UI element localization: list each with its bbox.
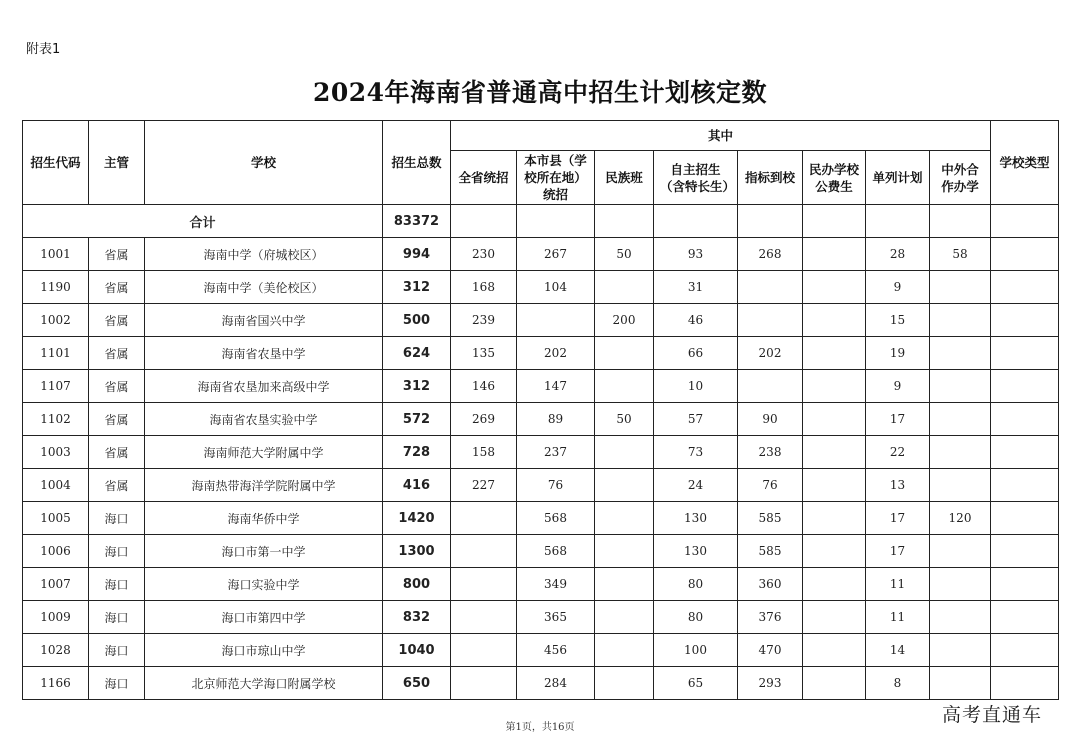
cell-independent: 130 (654, 535, 738, 568)
cell-school-type (991, 436, 1059, 469)
cell-school-type (991, 502, 1059, 535)
cell-separate-plan: 17 (866, 403, 930, 436)
cell-sino-foreign (930, 535, 991, 568)
cell-separate-plan: 17 (866, 502, 930, 535)
table-row (23, 337, 1059, 370)
cell-total: 994 (383, 238, 451, 271)
cell-authority: 海口 (89, 568, 145, 601)
cell-sino-foreign (930, 469, 991, 502)
cell-independent: 57 (654, 403, 738, 436)
cell-private-public-funded (803, 568, 866, 601)
cell-province-unified (451, 535, 517, 568)
cell-local-unified: 202 (517, 337, 595, 370)
cell-school-type (991, 337, 1059, 370)
cell-quota-to-school: 585 (738, 535, 803, 568)
cell-ethnic-class (595, 469, 654, 502)
cell-sino-foreign: 120 (930, 502, 991, 535)
cell-total: 416 (383, 469, 451, 502)
cell-province-unified: 239 (451, 304, 517, 337)
cell-total: 1420 (383, 502, 451, 535)
cell-local-unified: 568 (517, 502, 595, 535)
cell-quota-to-school (738, 271, 803, 304)
cell-ethnic-class: 200 (595, 304, 654, 337)
cell-quota-to-school: 202 (738, 337, 803, 370)
summary-cell (930, 205, 991, 238)
table-row (23, 370, 1059, 403)
cell-independent: 73 (654, 436, 738, 469)
cell-local-unified: 237 (517, 436, 595, 469)
cell-total: 572 (383, 403, 451, 436)
cell-school: 海南热带海洋学院附属中学 (145, 469, 383, 502)
cell-private-public-funded (803, 370, 866, 403)
summary-cell (738, 205, 803, 238)
cell-total: 728 (383, 436, 451, 469)
cell-private-public-funded (803, 667, 866, 700)
cell-authority: 海口 (89, 502, 145, 535)
cell-separate-plan: 28 (866, 238, 930, 271)
cell-ethnic-class (595, 535, 654, 568)
cell-quota-to-school: 360 (738, 568, 803, 601)
cell-authority: 省属 (89, 304, 145, 337)
cell-separate-plan: 9 (866, 370, 930, 403)
table-row (23, 403, 1059, 436)
cell-private-public-funded (803, 337, 866, 370)
cell-province-unified: 146 (451, 370, 517, 403)
cell-independent: 10 (654, 370, 738, 403)
cell-private-public-funded (803, 469, 866, 502)
cell-province-unified: 158 (451, 436, 517, 469)
cell-independent: 66 (654, 337, 738, 370)
cell-sino-foreign (930, 403, 991, 436)
header-code: 招生代码 (23, 121, 89, 205)
summary-cell (991, 205, 1059, 238)
cell-authority: 省属 (89, 436, 145, 469)
cell-private-public-funded (803, 271, 866, 304)
cell-authority: 省属 (89, 271, 145, 304)
header-school-type: 学校类型 (991, 121, 1059, 205)
summary-cell (654, 205, 738, 238)
cell-code: 1005 (23, 502, 89, 535)
page-footer: 第1页，共16页 (505, 722, 575, 733)
cell-ethnic-class (595, 271, 654, 304)
cell-independent: 65 (654, 667, 738, 700)
cell-school-type (991, 403, 1059, 436)
header-province-unified: 全省统招 (451, 151, 517, 205)
cell-independent: 24 (654, 469, 738, 502)
cell-total: 650 (383, 667, 451, 700)
cell-school: 北京师范大学海口附属学校 (145, 667, 383, 700)
cell-local-unified: 104 (517, 271, 595, 304)
cell-school: 海口实验中学 (145, 568, 383, 601)
summary-total: 83372 (383, 205, 451, 238)
cell-province-unified (451, 634, 517, 667)
cell-quota-to-school: 470 (738, 634, 803, 667)
cell-school: 海南师范大学附属中学 (145, 436, 383, 469)
summary-cell (803, 205, 866, 238)
cell-school: 海口市第一中学 (145, 535, 383, 568)
cell-independent: 100 (654, 634, 738, 667)
cell-province-unified (451, 601, 517, 634)
cell-ethnic-class (595, 436, 654, 469)
cell-quota-to-school: 585 (738, 502, 803, 535)
cell-private-public-funded (803, 502, 866, 535)
header-local-unified: 本市县（学校所在地）统招 (517, 151, 595, 205)
cell-school-type (991, 535, 1059, 568)
cell-total: 312 (383, 271, 451, 304)
table-row (23, 304, 1059, 337)
cell-total: 800 (383, 568, 451, 601)
cell-school: 海南中学（府城校区） (145, 238, 383, 271)
cell-local-unified: 284 (517, 667, 595, 700)
cell-total: 1300 (383, 535, 451, 568)
cell-sino-foreign (930, 271, 991, 304)
cell-total: 312 (383, 370, 451, 403)
cell-private-public-funded (803, 535, 866, 568)
cell-authority: 省属 (89, 238, 145, 271)
cell-quota-to-school (738, 304, 803, 337)
cell-authority: 省属 (89, 469, 145, 502)
cell-authority: 省属 (89, 403, 145, 436)
cell-sino-foreign (930, 337, 991, 370)
cell-school: 海口市琼山中学 (145, 634, 383, 667)
cell-independent: 80 (654, 601, 738, 634)
cell-quota-to-school: 376 (738, 601, 803, 634)
cell-independent: 130 (654, 502, 738, 535)
watermark: 高考直通车 (942, 704, 1043, 726)
cell-quota-to-school: 293 (738, 667, 803, 700)
cell-province-unified (451, 568, 517, 601)
cell-ethnic-class: 50 (595, 238, 654, 271)
cell-authority: 海口 (89, 667, 145, 700)
cell-school: 海南省农垦中学 (145, 337, 383, 370)
table-row (23, 568, 1059, 601)
cell-ethnic-class (595, 634, 654, 667)
cell-private-public-funded (803, 304, 866, 337)
annex-label: 附表1 (26, 42, 61, 57)
cell-province-unified: 168 (451, 271, 517, 304)
header-total: 招生总数 (383, 121, 451, 205)
cell-sino-foreign (930, 568, 991, 601)
cell-separate-plan: 11 (866, 601, 930, 634)
cell-ethnic-class: 50 (595, 403, 654, 436)
cell-school: 海南华侨中学 (145, 502, 383, 535)
table-row (23, 502, 1059, 535)
cell-separate-plan: 9 (866, 271, 930, 304)
cell-sino-foreign (930, 601, 991, 634)
cell-school-type (991, 568, 1059, 601)
cell-school-type (991, 271, 1059, 304)
table-row (23, 667, 1059, 700)
cell-authority: 省属 (89, 370, 145, 403)
cell-code: 1107 (23, 370, 89, 403)
enrollment-plan-table (22, 120, 1059, 700)
summary-cell (595, 205, 654, 238)
cell-school-type (991, 370, 1059, 403)
cell-authority: 海口 (89, 535, 145, 568)
cell-independent: 93 (654, 238, 738, 271)
cell-school-type (991, 667, 1059, 700)
cell-school: 海南中学（美伦校区） (145, 271, 383, 304)
cell-ethnic-class (595, 337, 654, 370)
cell-code: 1007 (23, 568, 89, 601)
cell-private-public-funded (803, 601, 866, 634)
cell-code: 1028 (23, 634, 89, 667)
summary-cell (517, 205, 595, 238)
cell-local-unified (517, 304, 595, 337)
cell-sino-foreign (930, 634, 991, 667)
cell-sino-foreign (930, 370, 991, 403)
cell-private-public-funded (803, 436, 866, 469)
cell-code: 1001 (23, 238, 89, 271)
cell-ethnic-class (595, 502, 654, 535)
summary-cell (866, 205, 930, 238)
header-authority: 主管 (89, 121, 145, 205)
cell-province-unified: 227 (451, 469, 517, 502)
cell-sino-foreign: 58 (930, 238, 991, 271)
cell-authority: 海口 (89, 601, 145, 634)
cell-code: 1002 (23, 304, 89, 337)
cell-quota-to-school: 90 (738, 403, 803, 436)
summary-label: 合计 (23, 205, 383, 238)
cell-separate-plan: 19 (866, 337, 930, 370)
cell-total: 500 (383, 304, 451, 337)
cell-school-type (991, 238, 1059, 271)
cell-code: 1166 (23, 667, 89, 700)
cell-province-unified (451, 502, 517, 535)
cell-sino-foreign (930, 667, 991, 700)
header-of-which: 其中 (451, 121, 991, 151)
summary-cell (451, 205, 517, 238)
cell-ethnic-class (595, 568, 654, 601)
header-private-public-funded: 民办学校公费生 (803, 151, 866, 205)
cell-school-type (991, 469, 1059, 502)
cell-independent: 46 (654, 304, 738, 337)
cell-independent: 80 (654, 568, 738, 601)
cell-code: 1190 (23, 271, 89, 304)
table-row (23, 634, 1059, 667)
cell-school-type (991, 304, 1059, 337)
cell-school: 海口市第四中学 (145, 601, 383, 634)
cell-local-unified: 456 (517, 634, 595, 667)
table-row (23, 469, 1059, 502)
cell-code: 1004 (23, 469, 89, 502)
cell-private-public-funded (803, 403, 866, 436)
cell-school-type (991, 601, 1059, 634)
header-ethnic-class: 民族班 (595, 151, 654, 205)
table-row (23, 238, 1059, 271)
cell-code: 1006 (23, 535, 89, 568)
cell-code: 1102 (23, 403, 89, 436)
cell-local-unified: 89 (517, 403, 595, 436)
cell-separate-plan: 17 (866, 535, 930, 568)
cell-province-unified (451, 667, 517, 700)
cell-ethnic-class (595, 667, 654, 700)
cell-local-unified: 147 (517, 370, 595, 403)
summary-row (23, 205, 1059, 238)
cell-province-unified: 269 (451, 403, 517, 436)
cell-school: 海南省农垦加来高级中学 (145, 370, 383, 403)
header-independent: 自主招生（含特长生） (654, 151, 738, 205)
cell-separate-plan: 8 (866, 667, 930, 700)
table-row (23, 535, 1059, 568)
cell-sino-foreign (930, 304, 991, 337)
cell-quota-to-school (738, 370, 803, 403)
cell-quota-to-school: 76 (738, 469, 803, 502)
cell-local-unified: 349 (517, 568, 595, 601)
table-row (23, 601, 1059, 634)
cell-private-public-funded (803, 238, 866, 271)
header-sino-foreign: 中外合作办学 (930, 151, 991, 205)
header-school: 学校 (145, 121, 383, 205)
cell-school: 海南省农垦实验中学 (145, 403, 383, 436)
cell-code: 1009 (23, 601, 89, 634)
cell-ethnic-class (595, 601, 654, 634)
cell-local-unified: 568 (517, 535, 595, 568)
cell-total: 1040 (383, 634, 451, 667)
cell-separate-plan: 15 (866, 304, 930, 337)
cell-code: 1003 (23, 436, 89, 469)
cell-school: 海南省国兴中学 (145, 304, 383, 337)
page-title: 2024年海南省普通高中招生计划核定数 (312, 78, 768, 107)
cell-school-type (991, 634, 1059, 667)
cell-ethnic-class (595, 370, 654, 403)
header-quota-to-school: 指标到校 (738, 151, 803, 205)
cell-separate-plan: 11 (866, 568, 930, 601)
cell-authority: 海口 (89, 634, 145, 667)
table-row (23, 436, 1059, 469)
table-row (23, 271, 1059, 304)
cell-local-unified: 76 (517, 469, 595, 502)
cell-province-unified: 135 (451, 337, 517, 370)
cell-total: 624 (383, 337, 451, 370)
cell-private-public-funded (803, 634, 866, 667)
cell-total: 832 (383, 601, 451, 634)
cell-separate-plan: 22 (866, 436, 930, 469)
cell-quota-to-school: 268 (738, 238, 803, 271)
header-separate-plan: 单列计划 (866, 151, 930, 205)
cell-separate-plan: 13 (866, 469, 930, 502)
cell-sino-foreign (930, 436, 991, 469)
cell-province-unified: 230 (451, 238, 517, 271)
cell-separate-plan: 14 (866, 634, 930, 667)
cell-local-unified: 365 (517, 601, 595, 634)
cell-local-unified: 267 (517, 238, 595, 271)
cell-independent: 31 (654, 271, 738, 304)
cell-authority: 省属 (89, 337, 145, 370)
cell-code: 1101 (23, 337, 89, 370)
cell-quota-to-school: 238 (738, 436, 803, 469)
